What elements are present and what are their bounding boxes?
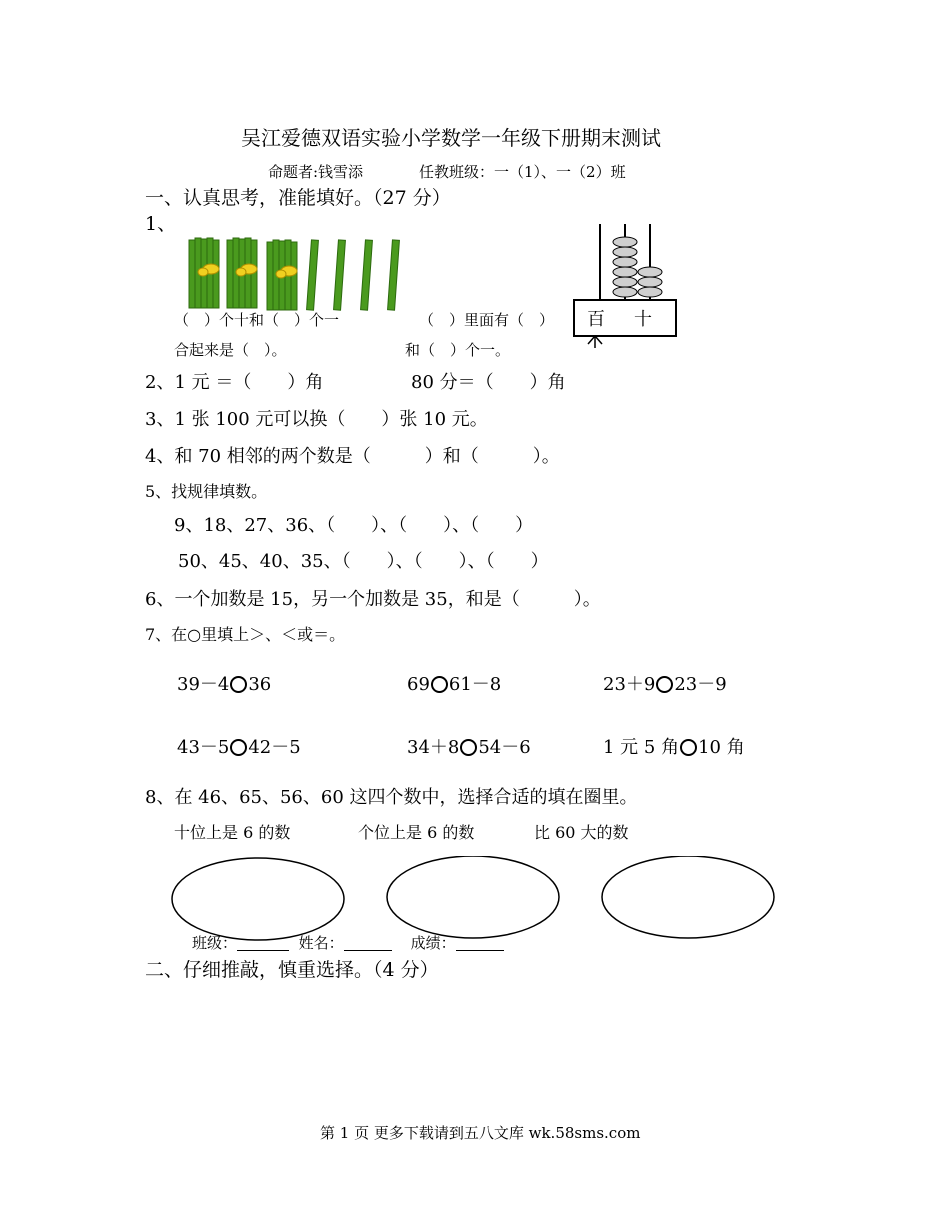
compare-item: 34＋8 54－6 (407, 737, 531, 758)
score-blank[interactable] (456, 936, 504, 951)
class-line: 任教班级：一（1）、一（2）班 (419, 163, 626, 181)
q3-text: 3、1 张 100 元可以换（ ）张 10 元。 (145, 409, 488, 430)
name-label: 姓名： (298, 934, 344, 952)
single-stick (361, 240, 373, 310)
answer-oval-tens[interactable] (172, 858, 344, 940)
compare-item: 39－4 36 (177, 674, 272, 695)
compare-item: 1 元 5 角 10 角 (603, 737, 745, 758)
abacus-hundreds-label: 百 (587, 309, 605, 330)
compare-circle[interactable] (230, 739, 247, 756)
q7-heading: 7、在○里填上＞、＜或＝。 (145, 625, 346, 644)
q5-heading: 5、找规律填数。 (145, 482, 268, 501)
q8-label-ones: 个位上是 6 的数 (358, 823, 475, 842)
single-stick (334, 240, 346, 310)
class-blank[interactable] (237, 936, 289, 951)
info-line (192, 936, 504, 951)
compare-item: 43－5 42－5 (177, 737, 301, 758)
compare-circle[interactable] (680, 739, 697, 756)
q2-part-a: 2、1 元 ＝（ ）角 (145, 372, 324, 393)
q8-answer-ovals (170, 856, 780, 944)
compare-item: 23＋9 23－9 (603, 674, 727, 695)
q8-label-greater: 比 60 大的数 (534, 823, 629, 842)
single-stick (388, 240, 400, 310)
q5-sequence-2: 50、45、40、35、（ ）、（ ）、（ ） (178, 551, 549, 572)
abacus-tens-label: 十 (634, 309, 652, 330)
q2-part-b: 80 分＝（ ）角 (411, 372, 566, 393)
answer-oval-greater[interactable] (602, 856, 774, 938)
section2-heading: 二、仔细推敲，慎重选择。（4 分） (145, 959, 439, 981)
single-stick (307, 240, 319, 310)
q1-label: 1、 (145, 213, 177, 235)
counting-sticks-illustration (185, 236, 405, 314)
q8-label-tens: 十位上是 6 的数 (174, 823, 291, 842)
q6-text: 6、一个加数是 15，另一个加数是 35，和是（ ）。 (145, 589, 601, 610)
compare-circle[interactable] (460, 739, 477, 756)
compare-circle[interactable] (431, 676, 448, 693)
section1-heading: 一、认真思考，准能填好。（27 分） (145, 187, 451, 209)
compare-item: 69 61－8 (407, 674, 502, 695)
compare-circle[interactable] (656, 676, 673, 693)
q1-left-line1: （ ）个十和（ ）个一 (174, 311, 340, 329)
stick-bundle (227, 238, 257, 308)
stick-bundle (267, 240, 297, 310)
q1-right-line1: （ ）里面有（ ） (419, 311, 555, 329)
page-title: 吴江爱德双语实验小学数学一年级下册期末测试 (241, 126, 661, 150)
q1-right-line2: 和（ ）个一。 (405, 341, 511, 359)
hundreds-beads (613, 237, 637, 297)
q1-left-line2: 合起来是（ ）。 (174, 341, 287, 359)
class-label: 班级： (192, 934, 238, 952)
stick-bundle (189, 238, 219, 308)
score-label: 成绩： (410, 934, 456, 952)
abacus-illustration (570, 222, 680, 352)
author-line: 命题者:钱雪添 (268, 163, 364, 181)
compare-circle[interactable] (230, 676, 247, 693)
q4-text: 4、和 70 相邻的两个数是（ ）和（ ）。 (145, 446, 560, 467)
answer-oval-ones[interactable] (387, 856, 559, 938)
q8-heading: 8、在 46、65、56、60 这四个数中，选择合适的填在圈里。 (145, 787, 638, 808)
q5-sequence-1: 9、18、27、36、（ ）、（ ）、（ ） (174, 515, 534, 536)
page-footer: 第 1 页 更多下载请到五八文库 wk.58sms.com (320, 1124, 641, 1142)
name-blank[interactable] (344, 936, 392, 951)
tens-beads (638, 267, 662, 297)
